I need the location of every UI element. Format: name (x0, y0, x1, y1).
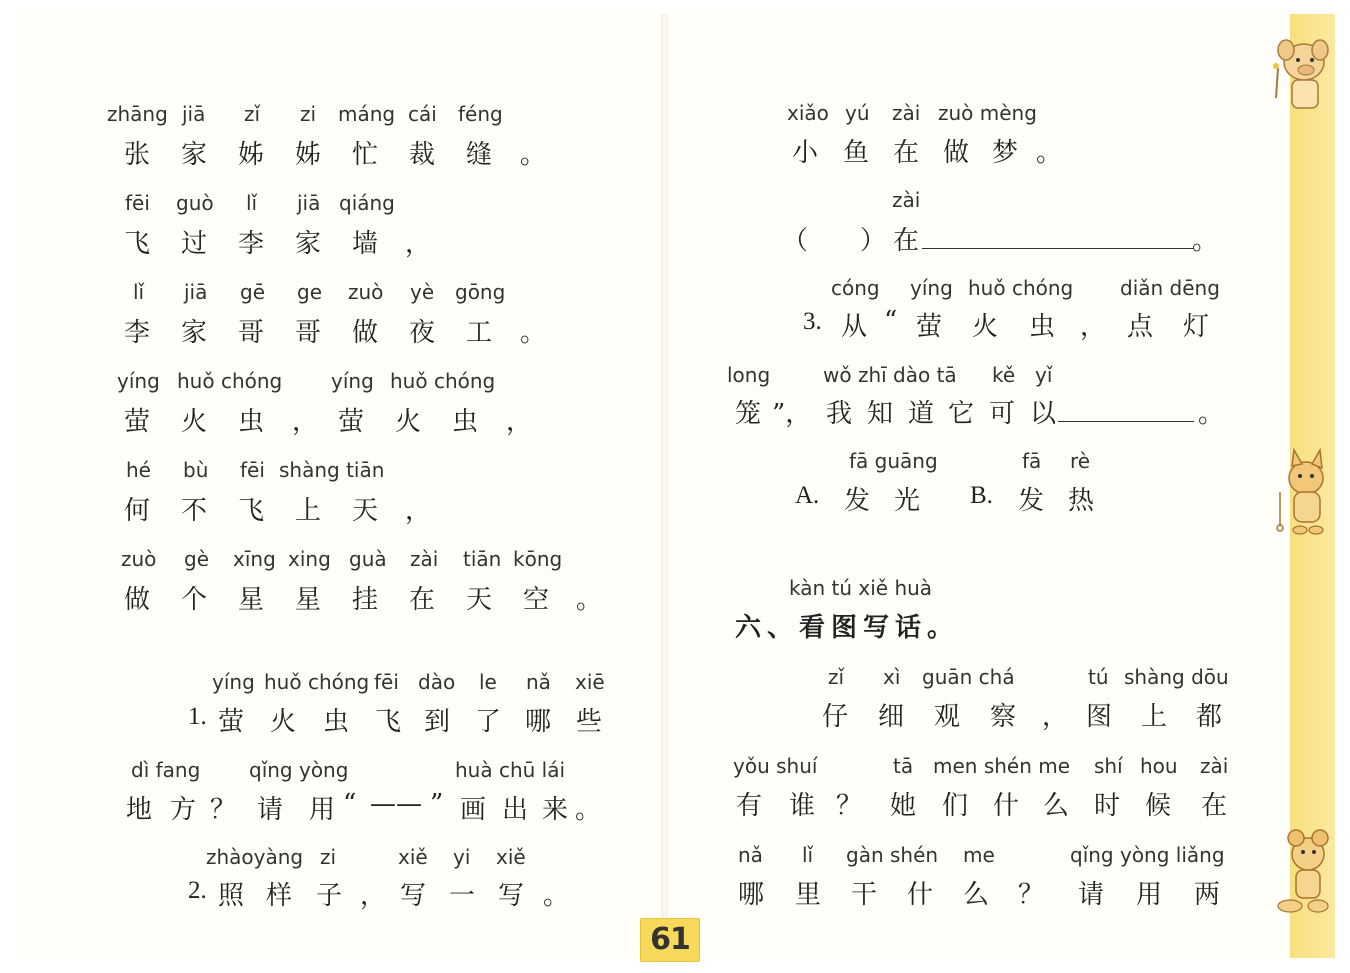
section6-title: 六、看图写话。 (735, 613, 960, 643)
punctuation: ？ (210, 795, 237, 825)
option-a-char[interactable]: 发 (844, 486, 871, 516)
pinyin-syllable: gōng (455, 280, 506, 304)
cartoon-pig-icon (1270, 28, 1334, 118)
hanzi-char: 李 (124, 318, 151, 348)
hanzi-char: 都 (1196, 702, 1223, 732)
hanzi-char: 她 (890, 791, 917, 821)
pinyin-syllable: xing (288, 547, 331, 571)
pinyin-syllable: zuò mèng (938, 101, 1037, 125)
pinyin-syllable: tiān (463, 547, 502, 571)
pinyin-syllable: men shén me (933, 754, 1071, 778)
pinyin-syllable: zhāng (107, 102, 168, 126)
hanzi-char: 星 (238, 585, 265, 615)
pinyin-syllable: huǒ chóng (177, 369, 283, 393)
hanzi-char: 飞 (375, 707, 402, 737)
hanzi-char: 细 (878, 702, 905, 732)
hanzi-char: 在 (1201, 791, 1228, 821)
hanzi-char: 么 (963, 880, 990, 910)
pinyin-syllable: yíng (117, 369, 160, 393)
punctuation: 。 (576, 585, 603, 615)
section6-title-pinyin: kàn tú xiě huà (789, 576, 933, 600)
hanzi-char: 在 (893, 226, 920, 256)
pinyin-syllable: yǒu shuí (733, 754, 818, 778)
pinyin-syllable: guān chá (922, 665, 1015, 689)
punctuation: 。 (1192, 226, 1219, 256)
hanzi-char: 火 (972, 312, 999, 342)
hanzi-char: 缝 (466, 140, 493, 170)
punctuation: ？ (1018, 880, 1045, 910)
hanzi-char: 何 (124, 496, 151, 526)
question-number: 1. (188, 703, 207, 730)
hanzi-char: 小 (792, 138, 819, 168)
pinyin-syllable: fēi (125, 191, 150, 215)
punctuation: ， (506, 407, 533, 437)
hanzi-char: 请 (257, 795, 284, 825)
hanzi-char: 在 (409, 585, 436, 615)
pinyin-syllable: xiě (496, 845, 526, 869)
pinyin-syllable: cóng (831, 276, 880, 300)
hanzi-char: 墙 (352, 229, 379, 259)
pinyin-syllable: bù (183, 458, 209, 482)
hanzi-char: 什 (993, 791, 1020, 821)
hanzi-char: 家 (295, 229, 322, 259)
hanzi-char: 萤 (916, 312, 943, 342)
pinyin-syllable: gē (240, 280, 265, 304)
pinyin-syllable: nǎ (526, 670, 551, 694)
hanzi-char: 里 (795, 880, 822, 910)
hanzi-char: 方 (170, 795, 197, 825)
pinyin-syllable: lǐ (133, 280, 145, 304)
hanzi-char: 在 (893, 138, 920, 168)
page-number-badge: 61 (640, 918, 700, 962)
hanzi-char: 夜 (409, 318, 436, 348)
pinyin-syllable: lǐ (246, 191, 258, 215)
hanzi-char: 时 (1094, 791, 1121, 821)
pinyin-syllable: jiā (297, 191, 321, 215)
pinyin-syllable: gàn shén (846, 843, 939, 867)
hanzi-char: 虫 (452, 407, 479, 437)
hanzi-char: 用 (1136, 880, 1163, 910)
hanzi-char: 哪 (738, 880, 765, 910)
hanzi-char: 请 (1078, 880, 1105, 910)
pinyin-syllable: hé (126, 458, 151, 482)
pinyin-syllable: xiǎo (787, 101, 829, 125)
pinyin-syllable: huǒ chóng (264, 670, 370, 694)
hanzi-char: 虫 (1029, 312, 1056, 342)
hanzi-char: 梦 (992, 138, 1019, 168)
hanzi-char: 干 (851, 880, 878, 910)
hanzi-char: 挂 (352, 585, 379, 615)
pinyin-syllable: guò (176, 191, 214, 215)
pinyin-syllable: huǒ chóng (968, 276, 1074, 300)
hanzi-char: 灯 (1183, 312, 1210, 342)
hanzi-char: 姊 (238, 140, 265, 170)
hanzi-char: 什 (907, 880, 934, 910)
pinyin-syllable: wǒ zhī dào tā (823, 363, 957, 387)
punctuation: ， (1042, 702, 1069, 732)
pinyin-syllable: fēi (374, 670, 399, 694)
pinyin-syllable: ge (297, 280, 322, 304)
pinyin-syllable: zǐ (244, 102, 261, 126)
pinyin-syllable: hou (1140, 754, 1178, 778)
punctuation: 。 (1198, 399, 1225, 429)
punctuation: ， (1080, 312, 1107, 342)
hanzi-char: 道 (908, 399, 935, 429)
option-a-char[interactable]: 光 (894, 486, 921, 516)
pinyin-syllable: yǐ (1035, 363, 1053, 387)
hanzi-char: 裁 (409, 140, 436, 170)
punctuation: “ (343, 789, 357, 819)
hanzi-char: 星 (295, 585, 322, 615)
pinyin-syllable: dào (418, 670, 456, 694)
hanzi-char: 察 (990, 702, 1017, 732)
punctuation: 。 (575, 795, 602, 825)
hanzi-char: 些 (576, 707, 603, 737)
pinyin-syllable: fā (1022, 449, 1042, 473)
hanzi-char: 飞 (124, 229, 151, 259)
hanzi-char: 来 (542, 795, 569, 825)
hanzi-char: 上 (295, 496, 322, 526)
pinyin-syllable: guà (349, 547, 387, 571)
pinyin-syllable: huǒ chóng (390, 369, 496, 393)
hanzi-char: 天 (352, 496, 379, 526)
hanzi-char: 我 (826, 399, 853, 429)
pinyin-syllable: tú (1088, 665, 1109, 689)
hanzi-char: 过 (181, 229, 208, 259)
hanzi-char: 笼 (735, 399, 762, 429)
hanzi-char: 谁 (789, 791, 816, 821)
hanzi-char: 飞 (238, 496, 265, 526)
pinyin-syllable: tā (893, 754, 914, 778)
pinyin-syllable: féng (458, 102, 503, 126)
pinyin-syllable: xīng (233, 547, 276, 571)
hanzi-char: 做 (352, 318, 379, 348)
pinyin-syllable: yi (453, 845, 471, 869)
pinyin-syllable: jiā (182, 102, 206, 126)
hanzi-char: 张 (124, 140, 151, 170)
hanzi-char: 上 (1141, 702, 1168, 732)
punctuation: ？ (836, 791, 863, 821)
hanzi-char: 哥 (238, 318, 265, 348)
pinyin-syllable: yíng (331, 369, 374, 393)
hanzi-char: 候 (1145, 791, 1172, 821)
pinyin-syllable: cái (408, 102, 437, 126)
hanzi-char: 火 (395, 407, 422, 437)
punctuation: ， (405, 496, 432, 526)
hanzi-char: 写 (400, 881, 427, 911)
pinyin-syllable: yè (410, 280, 435, 304)
hanzi-char: 萤 (124, 407, 151, 437)
pinyin-syllable: le (479, 670, 497, 694)
hanzi-char: 家 (181, 318, 208, 348)
pinyin-syllable: xiē (575, 670, 605, 694)
pinyin-syllable: zhàoyàng (206, 845, 304, 869)
punctuation: 。 (543, 881, 570, 911)
punctuation: 。 (1036, 138, 1063, 168)
hanzi-char: 地 (126, 795, 153, 825)
answer-blank[interactable] (922, 220, 1194, 256)
pinyin-syllable: xì (883, 665, 901, 689)
pinyin-syllable: rè (1070, 449, 1091, 473)
cartoon-mouse-icon (1270, 826, 1334, 916)
hanzi-char: 姊 (295, 140, 322, 170)
punctuation: 。 (520, 140, 547, 170)
punctuation: ”， (772, 399, 812, 429)
hanzi-char: 有 (736, 791, 763, 821)
hanzi-char: 么 (1043, 791, 1070, 821)
hanzi-char: 哥 (295, 318, 322, 348)
pinyin-syllable: jiā (184, 280, 208, 304)
answer-blank[interactable] (1058, 393, 1194, 429)
hanzi-char: 哪 (525, 707, 552, 737)
pinyin-syllable: diǎn dēng (1120, 276, 1220, 300)
pinyin-syllable: zuò (121, 547, 157, 571)
hanzi-char: 了 (475, 707, 502, 737)
hanzi-char: 火 (270, 707, 297, 737)
hanzi-char: 用 (309, 795, 336, 825)
hanzi-char: 样 (266, 881, 293, 911)
hanzi-char: 写 (498, 881, 525, 911)
hanzi-char: 照 (218, 881, 245, 911)
pinyin-syllable: gè (184, 547, 209, 571)
pinyin-syllable: zuò (348, 280, 384, 304)
hanzi-char: 天 (466, 585, 493, 615)
pinyin-syllable: fā guāng (849, 449, 938, 473)
hanzi-char: 到 (424, 707, 451, 737)
pinyin-syllable: dì fang (131, 758, 201, 782)
hanzi-char: 工 (466, 318, 493, 348)
question-number: 2. (188, 877, 207, 904)
pinyin-syllable: kě (992, 363, 1016, 387)
punctuation: ， (360, 881, 387, 911)
pinyin-syllable: zài (892, 101, 921, 125)
cartoon-cat-icon (1270, 448, 1334, 538)
pinyin-syllable: zi (320, 845, 337, 869)
option-b-char[interactable]: 热 (1068, 486, 1095, 516)
hanzi-char: 个 (181, 585, 208, 615)
pinyin-syllable: zài (892, 188, 921, 212)
pinyin-syllable: shàng dōu (1124, 665, 1229, 689)
pinyin-syllable: máng (338, 102, 396, 126)
pinyin-syllable: zài (410, 547, 439, 571)
punctuation: 。 (520, 318, 547, 348)
pinyin-syllable: shàng tiān (279, 458, 385, 482)
pinyin-syllable: nǎ (738, 843, 763, 867)
hanzi-char: 一 (449, 881, 476, 911)
hanzi-char: 画 (460, 795, 487, 825)
option-b-letter[interactable]: B. (970, 482, 993, 509)
answer-parentheses: （ ） (782, 226, 887, 256)
hanzi-char: 虫 (323, 707, 350, 737)
pinyin-syllable: zài (1200, 754, 1229, 778)
pinyin-syllable: qiáng (339, 191, 395, 215)
hanzi-char: 可 (989, 399, 1016, 429)
hanzi-char: 它 (948, 399, 975, 429)
hanzi-char: 空 (523, 585, 550, 615)
pinyin-syllable: lǐ (802, 843, 814, 867)
pinyin-syllable: fēi (240, 458, 265, 482)
hanzi-char: 不 (181, 496, 208, 526)
option-a-letter[interactable]: A. (795, 482, 820, 509)
pinyin-syllable: yíng (910, 276, 953, 300)
hanzi-char: 做 (943, 138, 970, 168)
hanzi-char: 以 (1030, 399, 1057, 429)
hanzi-char: 家 (181, 140, 208, 170)
hanzi-char: 图 (1086, 702, 1113, 732)
pinyin-syllable: shí (1094, 754, 1123, 778)
hanzi-char: 做 (124, 585, 151, 615)
hanzi-char: 萤 (338, 407, 365, 437)
pinyin-syllable: zi (300, 102, 317, 126)
hanzi-char: 知 (867, 399, 894, 429)
hanzi-char: 点 (1127, 312, 1154, 342)
punctuation: “ (884, 306, 898, 336)
hanzi-char: 火 (181, 407, 208, 437)
pinyin-syllable: xiě (398, 845, 428, 869)
hanzi-char: 们 (942, 791, 969, 821)
pinyin-syllable: yú (845, 101, 870, 125)
pinyin-syllable: long (727, 363, 771, 387)
hanzi-char: 李 (238, 229, 265, 259)
hanzi-char: 子 (316, 881, 343, 911)
hanzi-char: 从 (841, 312, 868, 342)
dash-mark: —— (370, 789, 422, 819)
hanzi-char: 出 (502, 795, 529, 825)
punctuation: ” (430, 789, 444, 819)
option-b-char[interactable]: 发 (1018, 486, 1045, 516)
pinyin-syllable: yíng (212, 670, 255, 694)
hanzi-char: 萤 (218, 707, 245, 737)
pinyin-syllable: qǐng yòng liǎng (1070, 843, 1225, 867)
hanzi-char: 鱼 (843, 138, 870, 168)
hanzi-char: 两 (1194, 880, 1221, 910)
pinyin-syllable: huà chū lái (455, 758, 566, 782)
hanzi-char: 仔 (822, 702, 849, 732)
pinyin-syllable: me (963, 843, 995, 867)
hanzi-char: 虫 (238, 407, 265, 437)
question-number: 3. (803, 308, 822, 335)
hanzi-char: 观 (934, 702, 961, 732)
pinyin-syllable: qǐng yòng (249, 758, 349, 782)
pinyin-syllable: zǐ (828, 665, 845, 689)
punctuation: ， (405, 229, 432, 259)
pinyin-syllable: kōng (513, 547, 563, 571)
hanzi-char: 忙 (352, 140, 379, 170)
punctuation: ， (292, 407, 319, 437)
